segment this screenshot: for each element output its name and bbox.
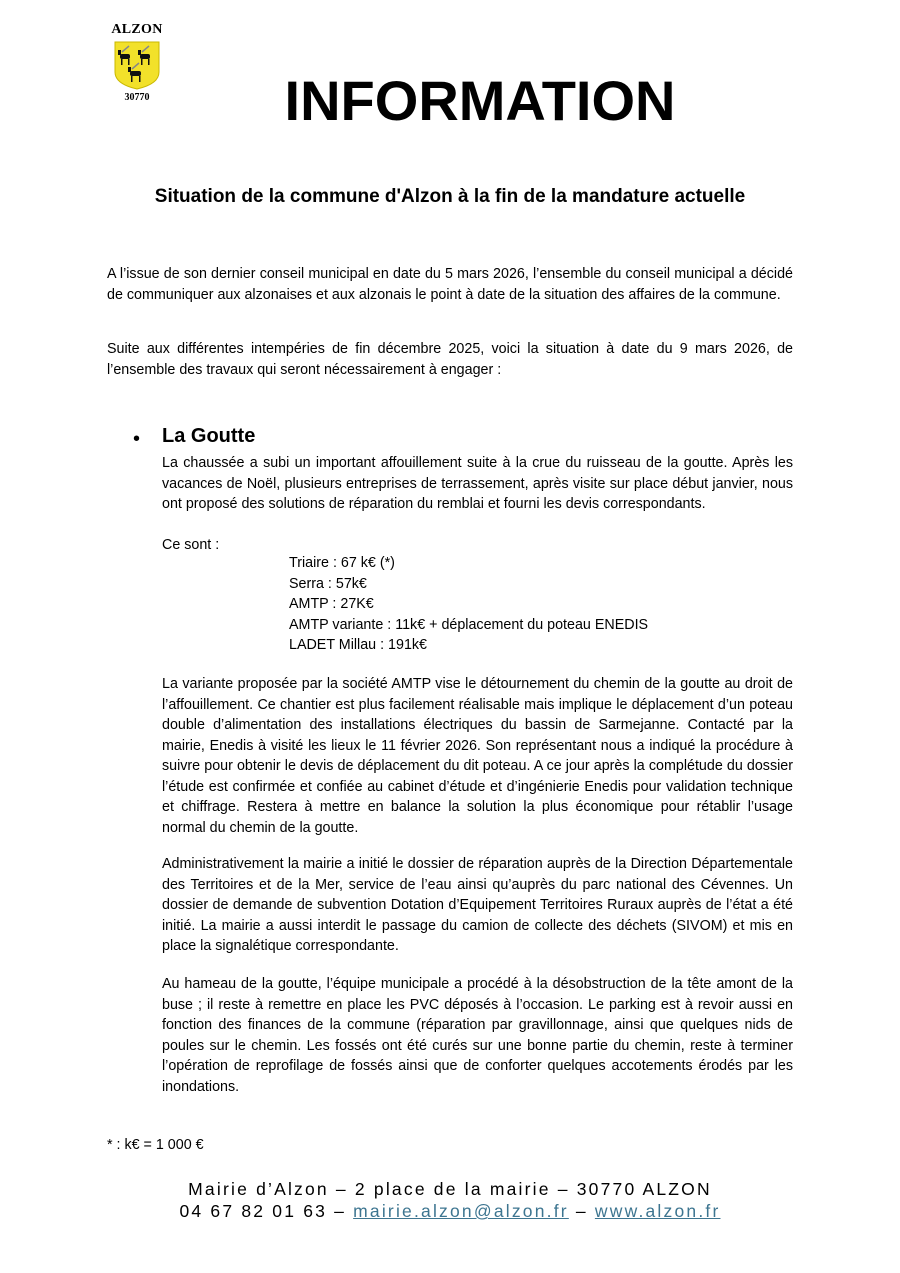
footer-separator: – (327, 1201, 354, 1221)
section-paragraph-2: La variante proposée par la société AMTP vise le détournement du chemin de la goutte au droit de l’affouillement. Ce chantier est plus facilement réalisable mais implique le déplacement d’un poteau double d’alimentation des installations électriques du bassin de Sarmejanne. Contacté par la mairie, Enedis à visité les lieux le 11 février 2026. Son représentant nous a indiqué la procédure à suivre pour obtenir le devis de déplacement du dit poteau. A ce jour après la complétude du dossier l’étude est confirmée et confiée au cabinet d’étude et d’ingénierie Enedis pour validation technique et chiffrage. Restera à mettre en balance la solution la plus économique pour rétablir l’usage normal du chemin de la goutte. (162, 676, 793, 836)
footer-separator: – (568, 1201, 595, 1221)
footer-email-link[interactable]: mairie.alzon@alzon.fr (353, 1201, 569, 1221)
intro-paragraph-2: Suite aux différentes intempéries de fin décembre 2025, voici la situation à date du 9 mars 2026, de l’ensemble des travaux qui seront nécessairement à engager : (107, 341, 793, 378)
footer-website-link[interactable]: www.alzon.fr (594, 1201, 721, 1221)
page-title: INFORMATION (284, 69, 676, 132)
quote-item: AMTP : 27K€ (289, 596, 374, 612)
bullet-icon: • (133, 428, 141, 450)
quote-item: LADET Millau : 191k€ (289, 637, 428, 653)
section-paragraph-4: Au hameau de la goutte, l’équipe municipale a procédé à la désobstruction de la tête amont de la buse ; il reste à remettre en place les PVC déposés à l’occasion. Le parking est à revoir aussi en fonction des finances de la commune (réparation par gravillonnage, ainsi que quelques nids de poules sur le chemin. Les fossés ont été curés sur une bonne partie du chemin, reste à terminer l’opération de reprofilage de fossés ainsi que de conforter quelques accotements érodés par les inondations. (162, 976, 793, 1095)
footer-contact (60, 1200, 840, 1222)
logo-postcode: 30770 (124, 92, 150, 103)
section-paragraph-3: Administrativement la mairie a initié le dossier de réparation auprès de la Direction Départementale des Territoires et de la Mer, service de l’eau ainsi qu’auprès du parc national des Cévennes. Un dossier de demande de subvention Dotation d’Equipement Territoires Ruraux auprès de l’état a été initié. La mairie a aussi interdit le passage du camion de collecte des déchets (SIVOM) et mis en place la signalétique correspondante. (162, 856, 793, 954)
page-subtitle: Situation de la commune d'Alzon à la fin de la mandature actuelle (154, 186, 746, 207)
quote-item: AMTP variante : 11k€ + déplacement du poteau ENEDIS (289, 616, 649, 633)
footer-address: Mairie d’Alzon – 2 place de la mairie – 30770 ALZON (188, 1179, 712, 1199)
quotes-list (289, 553, 648, 656)
logo-name: ALZON (111, 22, 163, 37)
quote-item: Serra : 57k€ (289, 575, 367, 592)
coat-of-arms-icon (112, 40, 162, 90)
footer-phone: 04 67 82 01 63 (179, 1201, 328, 1221)
intro-paragraph-1: A l’issue de son dernier conseil municipal en date du 5 mars 2026, l’ensemble du conseil municipal a décidé de communiquer aux alzonaises et aux alzonais le point à date de la situation des affaires de la commune. (107, 266, 793, 303)
section-heading: La Goutte (162, 425, 256, 447)
commune-logo (104, 22, 170, 103)
quotes-intro: Ce sont : (162, 537, 220, 553)
section-paragraph-1: La chaussée a subi un important affouillement suite à la crue du ruisseau de la goutte. Après les vacances de Noël, plusieurs entreprises de terrassement, après visite sur place début janvier, nous ont proposé des solutions de réparation du remblai et fourni les devis correspondants. (162, 455, 793, 512)
footer (60, 1178, 840, 1222)
quote-item: Triaire : 67 k€ (*) (289, 555, 395, 571)
footnote: * : k€ = 1 000 € (107, 1137, 204, 1153)
